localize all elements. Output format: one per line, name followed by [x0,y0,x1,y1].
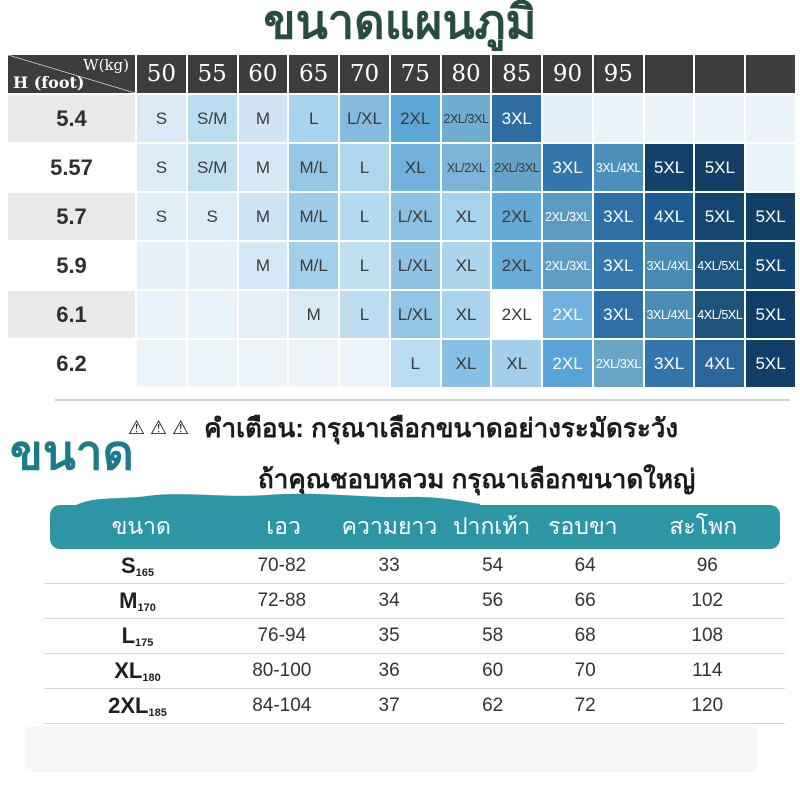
matrix-cell: M [239,193,288,240]
matrix-col-header [695,55,744,93]
matrix-cell: L [391,340,440,387]
measurement-value: 80-100 [252,660,312,681]
matrix-cell-empty [137,242,186,289]
size-height-subscript: 170 [137,602,156,614]
matrix-cell: L [340,144,389,191]
measurement-value: 114 [692,660,723,681]
matrix-row-header: 5.7 [8,193,135,240]
matrix-cell-empty [543,95,592,142]
measurement-col-header: เอว [266,513,301,539]
matrix-cell: XL [442,193,491,240]
matrix-cell: 3XL [594,242,643,289]
matrix-cell: 2XL [543,340,592,387]
matrix-cell: M [239,242,288,289]
matrix-col-header: 60 [239,55,288,93]
measurement-value: 70 [574,660,596,681]
measurement-row [45,689,785,724]
size-cell [45,658,230,684]
matrix-cell: 2XL/3XL [543,242,592,289]
size-name: M [119,588,138,613]
matrix-cell: L/XL [391,242,440,289]
matrix-cell: L/XL [391,291,440,338]
measurement-value: 70-82 [257,555,307,576]
matrix-cell: M/L [289,144,338,191]
matrix-col-header: 65 [289,55,338,93]
matrix-cell: 2XL/3XL [442,95,491,142]
matrix-col-header [645,55,694,93]
matrix-cell: 2XL [492,291,541,338]
matrix-cell: XL [391,144,440,191]
divider-line [55,399,790,401]
measurement-table [50,486,780,724]
measurement-value: 96 [696,555,718,576]
matrix-cell: XL [442,291,491,338]
matrix-cell: M/L [289,242,338,289]
matrix-cell-empty [239,291,288,338]
matrix-cell: XL [492,340,541,387]
matrix-cell: 5XL [746,193,795,240]
size-height-subscript: 175 [135,637,154,649]
matrix-cell: 2XL/3XL [594,340,643,387]
matrix-col-header: 75 [391,55,440,93]
matrix-cell: M [239,144,288,191]
matrix-cell: 2XL [492,193,541,240]
measurement-value: 60 [482,660,504,681]
matrix-col-header: 55 [188,55,237,93]
measurement-value: 72-88 [257,590,307,611]
size-height-subscript: 165 [135,567,155,579]
matrix-cell: S [188,193,237,240]
matrix-row-header: 6.1 [8,291,135,338]
matrix-cell-empty [746,144,795,191]
matrix-col-header [746,55,795,93]
size-cell [45,588,230,614]
matrix-col-header: 50 [137,55,186,93]
matrix-cell: 3XL [594,193,643,240]
size-cell [45,623,230,649]
page-title: ขนาดแผนภูมิ [263,0,537,48]
measurement-value: 54 [482,555,504,576]
matrix-cell: 4XL/5XL [695,291,744,338]
measurement-row [45,584,785,619]
matrix-cell: L [340,242,389,289]
size-cell [45,553,230,579]
matrix-cell-empty [188,291,237,338]
measurement-value: 33 [378,555,400,576]
matrix-cell: 2XL/3XL [492,144,541,191]
matrix-col-header: 95 [594,55,643,93]
size-height-subscript: 180 [142,672,161,684]
matrix-cell: 4XL [645,193,694,240]
measurement-value: 36 [378,660,400,681]
size-matrix-table [8,55,795,387]
matrix-col-header: 90 [543,55,592,93]
background-shade [25,727,757,772]
matrix-cell: 5XL [746,340,795,387]
measurement-value: 102 [691,590,724,611]
measurement-col-header: ปากเท้า [452,513,531,539]
matrix-cell: 2XL [391,95,440,142]
matrix-cell-empty [188,242,237,289]
matrix-cell: 5XL [746,291,795,338]
matrix-cell-empty [289,340,338,387]
matrix-cell: 5XL [645,144,694,191]
matrix-cell: 3XL [492,95,541,142]
matrix-cell: S/M [188,144,237,191]
warning-text-2: ถ้าคุณชอบหลวม กรุณาเลือกขนาดใหญ่ [258,464,696,494]
matrix-cell: XL [442,340,491,387]
size-name: 2XL [108,693,149,718]
matrix-cell: 5XL [695,144,744,191]
measurement-col-header: ขนาด [111,513,171,539]
matrix-cell-empty [137,291,186,338]
warning-text-1: คำเตือน: กรุณาเลือกขนาดอย่างระมัดระวัง [204,413,679,443]
matrix-cell: 4XL/5XL [695,242,744,289]
measurement-value: 62 [482,695,504,716]
measurement-value: 37 [378,695,400,716]
matrix-cell-empty [137,340,186,387]
measurement-value: 120 [691,695,724,716]
matrix-cell-empty [188,340,237,387]
height-axis-label: H (foot) [13,73,85,92]
measurement-value: 76-94 [257,625,307,646]
measurement-col-header: ความยาว [341,513,438,539]
measurement-value: 34 [378,590,400,611]
matrix-cell: L [340,193,389,240]
matrix-cell: 5XL [695,193,744,240]
matrix-cell-empty [594,95,643,142]
matrix-cell: 3XL/4XL [594,144,643,191]
matrix-cell: L/XL [340,95,389,142]
matrix-cell: S [137,95,186,142]
matrix-row-header: 5.57 [8,144,135,191]
matrix-cell: 2XL [543,291,592,338]
size-cell [45,693,230,719]
size-height-subscript: 185 [148,707,167,719]
measurement-value: 66 [574,590,596,611]
warning-triangle-icons: ⚠⚠⚠ [128,418,195,439]
matrix-cell: S/M [188,95,237,142]
matrix-cell: M/L [289,193,338,240]
matrix-cell: 5XL [746,242,795,289]
warning-line-1 [128,408,678,449]
size-section-label: ขนาด [10,427,134,480]
matrix-cell-empty [645,95,694,142]
matrix-cell: XL/2XL [442,144,491,191]
measurement-value: 64 [574,555,596,576]
measurement-row [45,549,785,584]
matrix-cell: 3XL [543,144,592,191]
matrix-cell: S [137,144,186,191]
measurement-row [45,654,785,689]
matrix-cell: M [289,291,338,338]
measurement-col-header: รอบขา [548,513,618,539]
measurement-value: 56 [482,590,504,611]
matrix-row-header: 5.9 [8,242,135,289]
matrix-cell: XL [442,242,491,289]
matrix-cell: L/XL [391,193,440,240]
matrix-cell-empty [746,95,795,142]
matrix-cell: 3XL [594,291,643,338]
size-name: L [121,623,136,648]
measurement-table-header [50,505,780,549]
matrix-cell: 2XL/3XL [543,193,592,240]
size-name: XL [114,658,143,683]
matrix-corner-cell [8,55,135,93]
matrix-cell: S [137,193,186,240]
matrix-col-header: 70 [340,55,389,93]
matrix-cell: M [239,95,288,142]
weight-axis-label: W(kg) [83,56,129,74]
measurement-table-body [45,549,785,724]
measurement-value: 72 [574,695,596,716]
matrix-row-header: 5.4 [8,95,135,142]
measurement-value: 35 [378,625,400,646]
matrix-col-header: 85 [492,55,541,93]
matrix-cell: L [289,95,338,142]
matrix-cell: 3XL/4XL [645,291,694,338]
matrix-cell: 4XL [695,340,744,387]
matrix-cell-empty [695,95,744,142]
matrix-cell: 3XL/4XL [645,242,694,289]
measurement-value: 84-104 [252,695,312,716]
measurement-col-header: สะโพก [669,513,738,539]
size-name: S [120,553,136,578]
measurement-row [45,619,785,654]
matrix-cell: L [340,291,389,338]
measurement-value: 68 [574,625,596,646]
matrix-cell: 3XL [645,340,694,387]
matrix-cell-empty [239,340,288,387]
measurement-value: 58 [482,625,504,646]
measurement-value: 108 [691,625,724,646]
matrix-row-header: 6.2 [8,340,135,387]
matrix-cell: 2XL [492,242,541,289]
matrix-cell-empty [340,340,389,387]
matrix-col-header: 80 [442,55,491,93]
